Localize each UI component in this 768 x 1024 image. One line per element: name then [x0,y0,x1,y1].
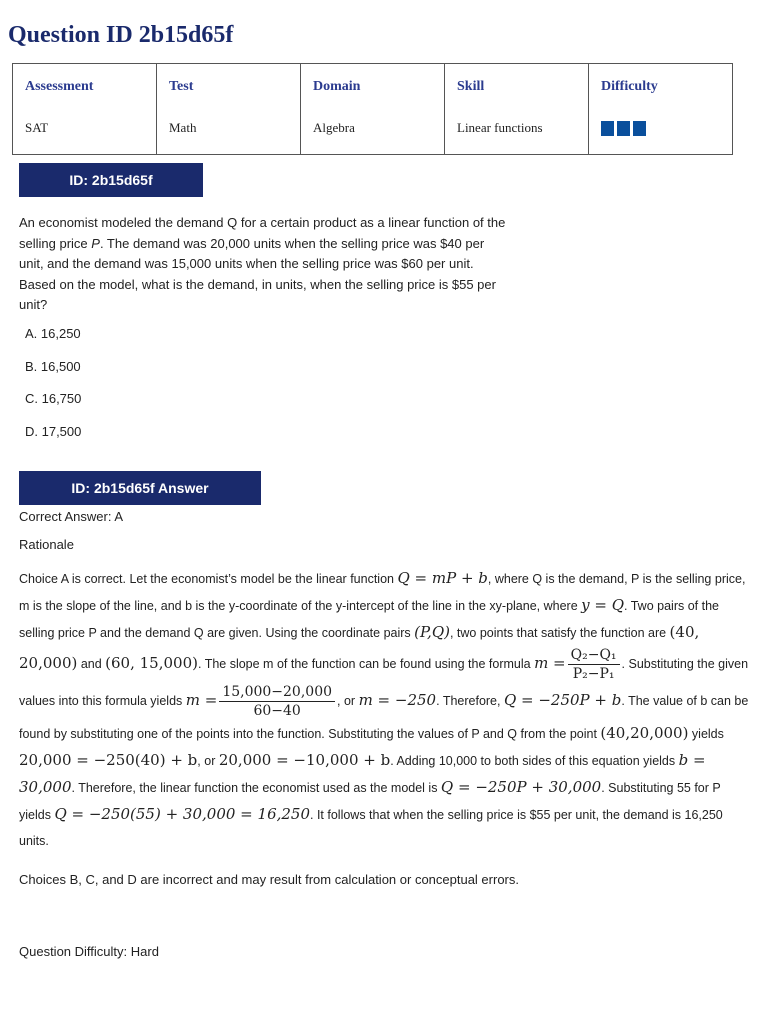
difficulty-bar-icon [617,121,630,136]
question-stem: An economist modeled the demand Q for a certain product as a linear function of the selling price P. The demand was 20,000 units when the selling price was $40 per unit, and the demand was 15,000 units when the selling price was $60 per unit. Based on the model, what is the demand, in units, when the selling price is $55 per unit? [19,215,506,312]
math-expression: Q = −250P + 30,000 [440,778,602,796]
answer-id-banner: ID: 2b15d65f Answer [19,471,261,505]
answer-choice-c: C. 16,750 [25,391,82,406]
math-expression: (40, 20,000) [19,623,700,672]
meta-value-domain: Algebra [313,120,355,135]
meta-value-assessment: SAT [25,120,49,135]
page-title: Question ID 2b15d65f [8,22,234,48]
meta-header-test: Test [169,79,194,94]
meta-header-assessment: Assessment [25,79,94,94]
math-expression: m = [534,653,566,672]
meta-header-domain: Domain [313,79,361,94]
question-meta-table [12,63,733,155]
math-expression: b = 30,000 [19,751,706,796]
answer-choice-a: A. 16,250 [25,326,81,341]
meta-cell-difficulty [589,64,733,155]
math-expression: 20,000 = −250(40) + b [19,751,198,769]
math-expression: 20,000 = −10,000 + b [218,751,391,769]
difficulty-bar-icon [601,121,614,136]
math-expression: Q = −250P + b [503,690,622,709]
rationale-label: Rationale [19,537,74,552]
meta-header-difficulty: Difficulty [601,79,658,94]
correct-answer: Correct Answer: A [19,509,124,524]
math-expression: y = Q [581,596,625,614]
slope-formula-fraction: $\frac{\text{Q₂−Q₁}}{\text{P₂−P₁}}$ [568,646,620,683]
math-expression: Q = mP + b [397,569,488,587]
math-expression: (P,Q) [414,623,450,641]
answer-choice-b: B. 16,500 [25,359,81,374]
math-expression: Q = −250(55) + 30,000 = 16,250 [54,805,311,823]
meta-value-skill: Linear functions [457,120,543,135]
meta-cell-test [157,64,301,155]
meta-cell-assessment [13,64,157,155]
difficulty-indicator [601,121,720,136]
math-expression: (40,20,000) [600,724,689,742]
math-expression: m = −250 [358,690,437,709]
meta-value-test: Math [169,120,197,135]
meta-cell-skill [445,64,589,155]
incorrect-choices-note: Choices B, C, and D are incorrect and may result from calculation or conceptual errors. [19,872,519,887]
question-id-banner: ID: 2b15d65f [19,163,203,197]
meta-header-skill: Skill [457,79,485,94]
question-difficulty: Question Difficulty: Hard [19,944,159,959]
difficulty-bar-icon [633,121,646,136]
math-expression: m = [185,690,218,709]
rationale-text: Choice A is correct. Let the economist’s model be the linear function Q = mP + b, where Q is the demand, P is the selling price, m is the slope of the line, and b is the y-coordinate of the y-intercept of the line in the xy-plane, where y = Q. Two pairs of the selling price P and the demand Q are given. Using the coordinate pairs (P,Q), two points that satisfy the function are (40, 20,000) and (60, 15,000). The slope m of the function can be found using the formula m = $\frac{\text{Q₂−Q₁}}{\text{P₂−P₁}}$ . Substituting the given values into this formula yields m = $\frac{15,000-20,000}{60-40}$ , or m = −250. Therefore, Q = −250P + b. The value of b can be found by substituting one of the points into the function. Substituting the values of P and Q from the point (40,20,000) yields 20,000 = −250(40) + b, or 20,000 = −10,000 + b. Adding 10,000 to both sides of this equation yields b = 30,000. Therefore, the linear function the economist used as the model is Q = −250P + 30,000. Substituting 55 for P yields Q = −250(55) + 30,000 = 16,250. It follows that when the selling price is $55 per unit, the demand is 16,250 units. [19,569,749,848]
slope-values-fraction: $\frac{15,000-20,000}{60-40}$ [219,683,335,720]
price-variable: P [91,235,100,251]
math-expression: (60, 15,000) [105,653,198,672]
meta-cell-domain [301,64,445,155]
answer-choice-d: D. 17,500 [25,424,82,439]
